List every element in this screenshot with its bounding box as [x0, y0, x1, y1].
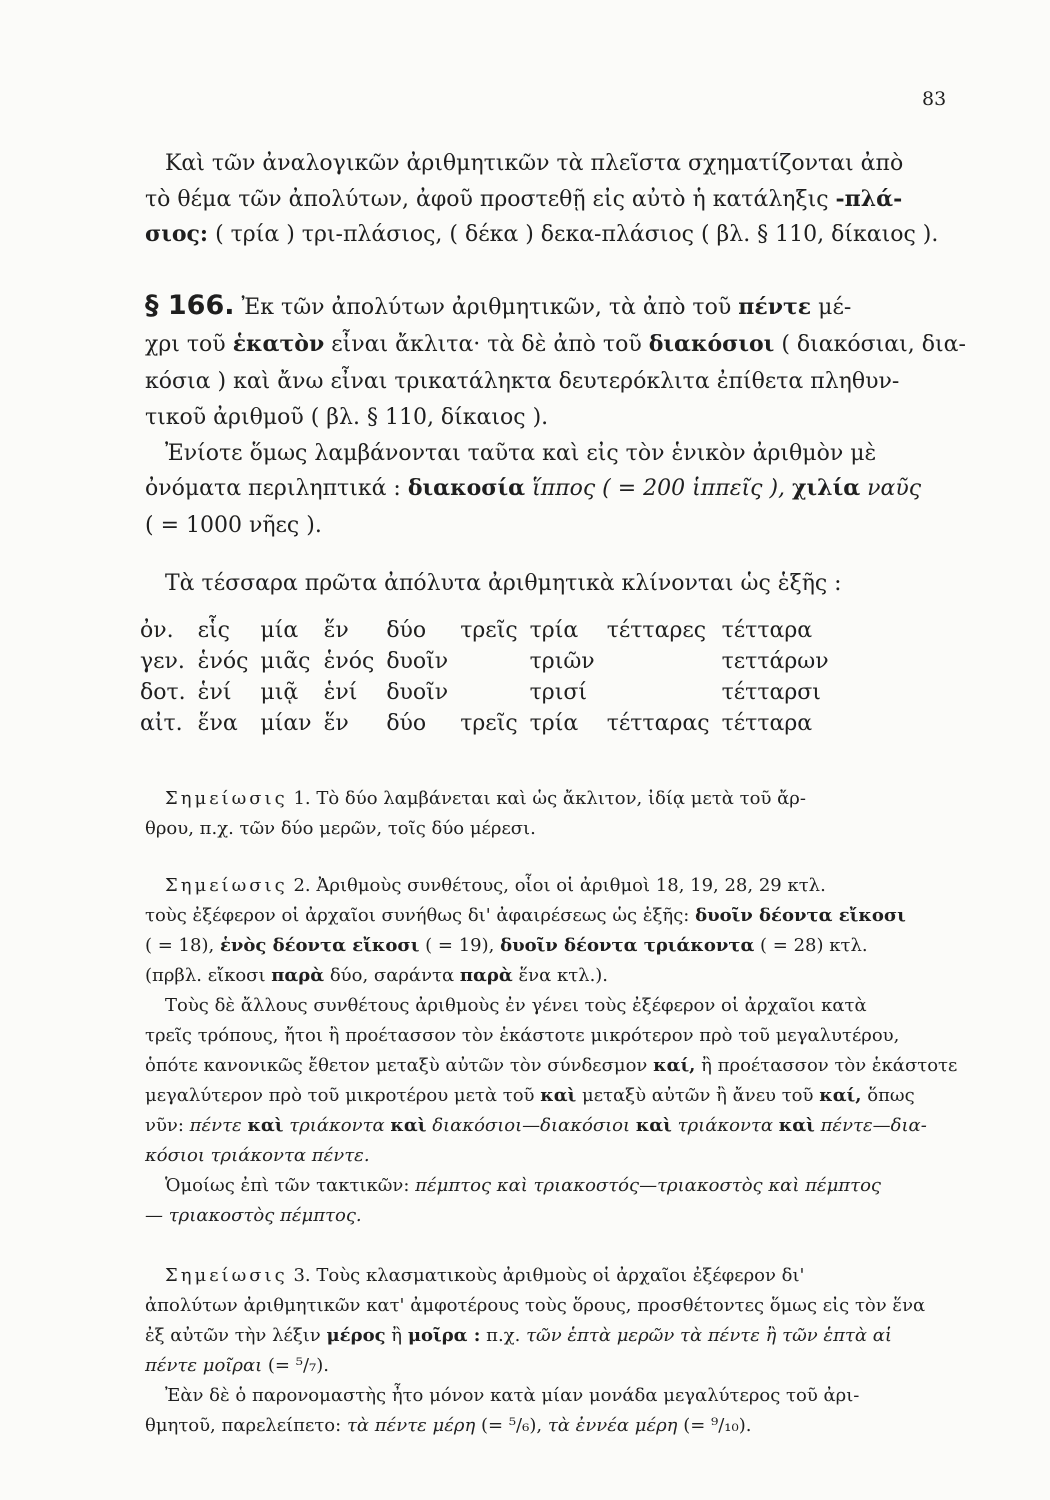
bold-term: καί,	[653, 1055, 696, 1076]
table-row	[140, 674, 841, 705]
fraction: (= ⁹/₁₀).	[683, 1415, 752, 1436]
text: κόσιοι τριάκοντα πέντε.	[145, 1145, 370, 1166]
note-line	[145, 1022, 965, 1050]
bold-term: καὶ	[778, 1115, 815, 1136]
section-mark: § 166.	[145, 290, 235, 321]
table-cell: τρία	[529, 711, 579, 736]
text: ( τρία ) τρι-πλάσιος, ( δέκα ) δεκα-πλάσιος ( βλ. § 110, δίκαιος ).	[215, 222, 939, 247]
note-line	[145, 1292, 965, 1320]
table-cell: ἑνί	[323, 680, 358, 705]
table-cell: τρεῖς	[460, 618, 518, 643]
note-line	[145, 902, 965, 930]
text: (πρβλ. εἴκοσι	[145, 965, 266, 986]
note-line	[145, 1082, 965, 1110]
table-cell	[607, 674, 722, 705]
table-cell: δύο	[386, 711, 427, 736]
text: ναῦς	[867, 476, 922, 501]
table-cell: μίαν	[260, 711, 312, 736]
case-label: γεν.	[140, 649, 185, 674]
text-line	[145, 185, 965, 214]
italic-term: τριάκοντα	[677, 1115, 774, 1136]
fraction: (= ⁵/₇).	[267, 1355, 329, 1376]
italic-term: πέμπτος καὶ τριακοστός—τριακοστὸς καὶ πέμπτος	[415, 1175, 881, 1196]
text: ἢ	[391, 1325, 403, 1346]
italic-term: τὰ ἐννέα μέρη	[547, 1415, 678, 1436]
table-cell: τέτταρσι	[721, 680, 821, 705]
text: ἢ προέτασσον τὸν ἑκάστοτε	[701, 1055, 958, 1076]
case-label: ὀν.	[140, 618, 174, 643]
text: Τὰ τέσσαρα πρῶτα ἀπόλυτα ἀριθμητικὰ κλίνονται ὡς ἑξῆς :	[165, 571, 842, 596]
table-cell: ἕνα	[197, 711, 238, 736]
text-line	[165, 150, 985, 178]
text: μέ-	[818, 295, 852, 320]
text: ( = 28) κτλ.	[760, 935, 868, 956]
italic-term: πέντε—δια-	[820, 1115, 927, 1136]
text: μεταξὺ αὐτῶν ἢ ἄνευ τοῦ	[582, 1085, 814, 1106]
text: ( = 18),	[145, 935, 215, 956]
table-row	[140, 643, 841, 674]
note-number: 3.	[293, 1265, 311, 1286]
text: ἵππος ( = 200 ἱππεῖς ),	[532, 476, 786, 501]
italic-term: τριάκοντα	[289, 1115, 385, 1136]
text-line	[165, 440, 985, 468]
note-line	[145, 1202, 965, 1230]
page-number: 83	[922, 88, 947, 110]
table-cell: τεττάρων	[721, 649, 829, 674]
text: Τοὺς κλασματικοὺς ἀριθμοὺς οἱ ἀρχαῖοι ἐξέφερον δι'	[316, 1265, 805, 1286]
note-number: 1.	[293, 788, 311, 809]
text: χρι τοῦ	[145, 332, 226, 357]
table-cell: μία	[260, 618, 299, 643]
bold-term: καὶ	[635, 1115, 672, 1136]
fraction: (= ⁵/₆),	[481, 1415, 543, 1436]
table-cell: τρεῖς	[460, 711, 518, 736]
text-line	[165, 570, 985, 598]
note-line	[145, 1322, 965, 1350]
text: νῦν:	[145, 1115, 184, 1136]
text: Ἐνίοτε ὅμως λαμβάνονται ταῦτα καὶ εἰς τὸν ἑνικὸν ἀριθμὸν μὲ	[165, 441, 877, 466]
note-line	[145, 962, 965, 990]
note-line	[165, 1172, 985, 1200]
table-cell	[460, 643, 529, 674]
table-cell: τέτταρες	[606, 618, 707, 643]
table-cell: ἕν	[323, 618, 349, 643]
table-row	[140, 612, 841, 643]
note-line	[145, 932, 965, 960]
table-cell: τρία	[529, 618, 579, 643]
text: ( = 19),	[425, 935, 495, 956]
bold-term: μέρος	[326, 1325, 386, 1346]
text-line	[145, 330, 965, 359]
bold-term: -πλά-	[835, 186, 903, 212]
table-cell	[460, 674, 529, 705]
text: μεγαλύτερον πρὸ τοῦ μικροτέρου μετὰ τοῦ	[145, 1085, 535, 1106]
text: Ὁμοίως ἐπὶ τῶν τακτικῶν:	[165, 1175, 410, 1196]
text: τικοῦ ἀριθμοῦ ( βλ. § 110, δίκαιος ).	[145, 405, 549, 430]
bold-term: παρὰ	[271, 965, 325, 986]
italic-term: πέντε	[189, 1115, 242, 1136]
text-line	[145, 220, 965, 249]
note-label: Σημείωσις	[165, 1265, 288, 1286]
bold-term: καὶ	[247, 1115, 284, 1136]
table-cell	[607, 643, 722, 674]
bold-term: διακόσιοι	[648, 331, 775, 357]
table-cell: τέτταρα	[721, 711, 813, 736]
note-line	[165, 872, 985, 900]
bold-term: πέντε	[738, 294, 812, 320]
table-cell: δυοῖν	[386, 649, 449, 674]
note-line	[165, 1382, 985, 1410]
bold-term: παρὰ	[459, 965, 513, 986]
text: δύο, σαράντα	[329, 965, 455, 986]
text-line	[145, 512, 965, 540]
bold-term: καί,	[819, 1085, 862, 1106]
text: — τριακοστὸς πέμπτος.	[145, 1205, 362, 1226]
text: ( = 1000 νῆες ).	[145, 513, 322, 538]
note-line	[145, 1112, 965, 1140]
note-line	[145, 1352, 965, 1380]
text: εἶναι ἄκλιτα· τὰ δὲ ἀπὸ τοῦ	[331, 332, 642, 357]
text: τρεῖς τρόπους, ἤτοι ἢ προέτασσον τὸν ἑκάστοτε μικρότερον πρὸ τοῦ μεγαλυτέρου,	[145, 1025, 900, 1046]
bold-term: χιλία	[792, 475, 861, 501]
italic-term: τὰ πέντε μέρη	[346, 1415, 476, 1436]
text: ἐξ αὐτῶν τὴν λέξιν	[145, 1325, 321, 1346]
bold-term: σιος:	[145, 221, 209, 247]
table-cell: μιᾶς	[260, 649, 311, 674]
table-cell: ἑνί	[197, 680, 232, 705]
text: ἀπολύτων ἀριθμητικῶν κατ' ἀμφοτέρους τοὺς ὅρους, προσθέτοντες ὅμως εἰς τὸν ἕνα	[145, 1295, 926, 1316]
text: Ἀριθμοὺς συνθέτους, οἷοι οἱ ἀριθμοὶ 18, 19, 28, 29 κτλ.	[316, 875, 826, 896]
text: Τὸ δύο λαμβάνεται καὶ ὡς ἄκλιτον, ἰδίᾳ μετὰ τοῦ ἄρ-	[316, 788, 806, 809]
note-line	[145, 815, 965, 843]
declension-table	[140, 612, 841, 736]
note-label: Σημείωσις	[165, 875, 288, 896]
text: τοὺς ἐξέφερον οἱ ἀρχαῖοι συνήθως δι' ἀφαιρέσεως ὡς ἑξῆς:	[145, 905, 690, 926]
bold-term: μοῖρα :	[407, 1325, 481, 1346]
bold-term: καὶ	[390, 1115, 427, 1136]
text: π.χ.	[486, 1325, 521, 1346]
note-line	[145, 1142, 965, 1170]
table-cell: τέτταρας	[606, 711, 710, 736]
text: ὀνόματα περιληπτικά :	[145, 476, 401, 501]
section-heading-line	[145, 292, 965, 322]
table-cell: δυοῖν	[386, 680, 449, 705]
bold-term: δυοῖν δέοντα εἴκοσι	[695, 905, 906, 926]
text: ( διακόσιαι, δια-	[781, 332, 966, 357]
text: Ἐκ τῶν ἀπολύτων ἀριθμητικῶν, τὰ ἀπὸ τοῦ	[241, 295, 732, 320]
text-line	[145, 474, 965, 503]
text: Καὶ τῶν ἀναλογικῶν ἀριθμητικῶν τὰ πλεῖστα σχηματίζονται ἀπὸ	[165, 151, 904, 176]
text-line	[145, 368, 965, 396]
table-cell: μιᾷ	[260, 680, 299, 705]
bold-term: ἑνὸς δέοντα εἴκοσι	[219, 935, 420, 956]
text: θρου, π.χ. τῶν δύο μερῶν, τοῖς δύο μέρεσι.	[145, 818, 536, 839]
table-cell: ἕν	[323, 711, 349, 736]
note-line	[165, 785, 985, 813]
table-cell: τρισί	[529, 680, 588, 705]
text: τὸ θέμα τῶν ἀπολύτων, ἀφοῦ προστεθῇ εἰς αὐτὸ ἡ κατάληξις	[145, 187, 829, 212]
text: Ἐὰν δὲ ὁ παρονομαστὴς ἦτο μόνον κατὰ μίαν μονάδα μεγαλύτερος τοῦ ἀρι-	[165, 1385, 860, 1406]
text: Τοὺς δὲ ἄλλους συνθέτους ἀριθμοὺς ἐν γένει τοὺς ἐξέφερον οἱ ἀρχαῖοι κατὰ	[165, 995, 867, 1016]
bold-term: καὶ	[540, 1085, 577, 1106]
bold-term: ἑκατὸν	[232, 331, 325, 357]
table-cell: εἷς	[197, 618, 231, 643]
case-label: αἰτ.	[140, 711, 183, 736]
table-cell: ἑνός	[197, 649, 249, 674]
table-cell: τριῶν	[529, 649, 595, 674]
italic-term: διακόσιοι—διακόσιοι	[432, 1115, 631, 1136]
table-cell: δύο	[386, 618, 427, 643]
bold-term: δυοῖν δέοντα τριάκοντα	[500, 935, 755, 956]
note-number: 2.	[293, 875, 311, 896]
italic-term: πέντε μοῖραι	[145, 1355, 263, 1376]
note-line	[165, 1262, 985, 1290]
text: ὁπότε κανονικῶς ἔθετον μεταξὺ αὐτῶν τὸν σύνδεσμον	[145, 1055, 648, 1076]
note-line	[145, 1412, 965, 1440]
bold-term: διακοσία	[407, 475, 526, 501]
text: ἕνα κτλ.).	[518, 965, 609, 986]
case-label: δοτ.	[140, 680, 186, 705]
note-label: Σημείωσις	[165, 788, 288, 809]
text: θμητοῦ, παρελείπετο:	[145, 1415, 342, 1436]
table-cell: τέτταρα	[721, 618, 813, 643]
italic-term: τῶν ἑπτὰ μερῶν τὰ πέντε ἢ τῶν ἑπτὰ αἱ	[526, 1325, 892, 1346]
note-line	[145, 1052, 965, 1080]
note-line	[165, 992, 985, 1020]
table-cell: ἑνός	[323, 649, 375, 674]
table-row	[140, 705, 841, 736]
text: ὅπως	[867, 1085, 915, 1106]
text: κόσια ) καὶ ἄνω εἶναι τρικατάληκτα δευτερόκλιτα ἐπίθετα πληθυν-	[145, 369, 900, 394]
text-line	[145, 404, 965, 432]
